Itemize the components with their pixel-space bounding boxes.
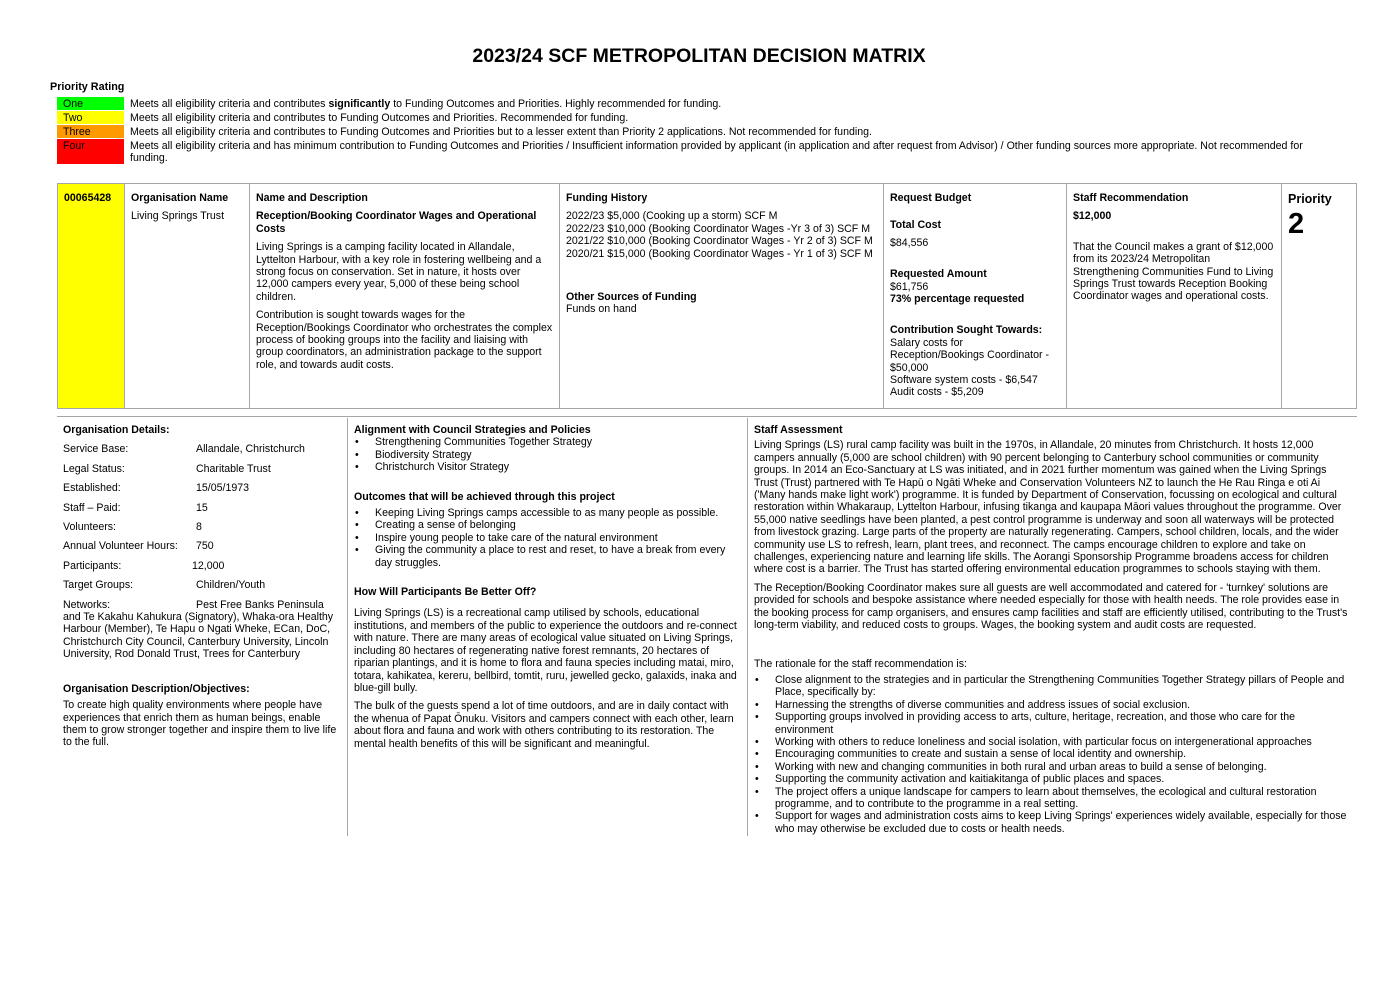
other-sources-header: Other Sources of Funding — [566, 291, 697, 304]
list-item: • Close alignment to the strategies and in particular the Strengthening Communities Together Strategy pillars of People and Place, specifically by: — [754, 674, 1351, 699]
priority-value: 2 — [1288, 208, 1305, 240]
list-item: • Working with new and changing communities in both rural and urban areas to build a sense of belonging. — [754, 761, 1351, 773]
priority-desc-emphasis: significantly — [328, 98, 391, 110]
staff-recommendation-header: Staff Recommendation — [1073, 192, 1189, 204]
organisation-details-panel — [57, 418, 348, 836]
project-cell — [250, 184, 560, 408]
funding-history-cell — [560, 184, 884, 408]
name-description-header: Name and Description — [256, 192, 368, 204]
priority-desc-two: Meets all eligibility criteria and contributes to Funding Outcomes and Priorities. Recommended for funding. — [130, 112, 629, 124]
requested-amount-value: $61,756 — [890, 280, 929, 293]
priority-swatch-three: Three — [57, 125, 124, 139]
organisation-description: To create high quality environments where people have experiences that enrich them as human beings, enable them to grow stronger together and inspire them to live life to the full. — [63, 699, 337, 749]
detail-value: 8 — [196, 521, 202, 534]
priority-row-one — [57, 97, 1317, 111]
list-item: • Support for wages and administration costs aims to keep Living Springs' experiences widely available, especially for those who may otherwise be excluded due to costs or health needs. — [754, 810, 1351, 835]
contribution-item: Software system costs - $6,547 — [890, 374, 1038, 387]
detail-label: Service Base: — [63, 443, 129, 456]
detail-label: Established: — [63, 482, 121, 495]
priority-desc-one — [124, 97, 1317, 111]
request-budget-cell — [884, 184, 1067, 408]
priority-swatch-two: Two — [57, 111, 124, 125]
total-cost-value: $84,556 — [890, 236, 929, 249]
percentage-requested: 73% percentage requested — [890, 293, 1025, 306]
rationale-intro: The rationale for the staff recommendation is: — [754, 657, 967, 670]
request-budget-header: Request Budget — [890, 192, 972, 204]
staff-assessment-heading: Staff Assessment — [754, 424, 843, 436]
section-divider — [57, 416, 1357, 417]
list-item: • Biodiversity Strategy — [354, 449, 741, 461]
detail-row-volunteers — [63, 521, 341, 533]
list-item: • Supporting the community activation and kaitiakitanga of public places and spaces. — [754, 773, 1351, 785]
funding-history-item: 2020/21 $15,000 (Booking Coordinator Wages - Yr 1 of 3) SCF M — [566, 247, 873, 260]
detail-row-legal-status — [63, 463, 341, 475]
detail-row-volunteer-hours — [63, 540, 341, 552]
rationale-list — [754, 674, 1351, 835]
list-item: • Harnessing the strengths of diverse communities and address issues of social exclusion. — [754, 699, 1351, 711]
contribution-item: Salary costs for Reception/Bookings Coordinator - $50,000 — [890, 336, 1049, 374]
list-item: • Inspire young people to take care of the natural environment — [354, 532, 741, 544]
detail-value: 15/05/1973 — [196, 482, 250, 495]
detail-label: Staff – Paid: — [63, 501, 121, 514]
requested-amount-label: Requested Amount — [890, 268, 987, 281]
priority-swatch-one: One — [57, 97, 124, 111]
detail-row-participants — [63, 560, 341, 572]
priority-desc-three: Meets all eligibility criteria and contributes to Funding Outcomes and Priorities but to a lesser extent than Priority 2 applications. Not recommended for funding. — [130, 126, 872, 138]
detail-label: Participants: — [63, 559, 122, 572]
list-item: • Supporting groups involved in providing access to arts, culture, heritage, recreation, and those who care for the environment — [754, 711, 1351, 736]
staff-assessment-paragraph: Living Springs (LS) rural camp facility was built in the 1970s, in Allandale, 20 minutes from Christchurch. It hosts 12,000 campers annually (5,000 are school children) with 90 percent belonging to Canterbury school communities or community groups. In 2014 an Eco-Sanctuary at LS was initiated, and in 2021 further momentum was gained when the Living Springs Trust (Trust) partnered with Te Hapū o Ngāti Wheke and Conservation Volunteers NZ to launch the He Rau Ringa e oti Ai ('Many hands make light work') programme. It is funded by Department of Conservation, focussing on ecological and cultural restoration within Whakaraup, Lyttelton Harbour, infusing tikanga and kaupapa Māori values throughout the programme. Over 55,000 native seedlings have been planted, a pest control programme is underway and soon all waterways will be protected from livestock grazing. Large parts of the property are naturally regenerating. Campers, school children, locals, and the wider community use LS to refresh, learn, plant trees, and reconnect. The camps encourage children to explore and take on challenges, experiencing nature and learning life skills. The Aorangi Sponsorship Programme broadens access for children where cost is a barrier. The Trust has started offering environmental education programmes to schools staying with them. — [754, 439, 1342, 576]
priority-rating-heading: Priority Rating — [50, 81, 125, 93]
list-item: • Strengthening Communities Together Strategy — [354, 436, 741, 448]
priority-row-two — [57, 111, 1317, 125]
detail-value: 750 — [196, 540, 214, 553]
detail-row-target-groups — [63, 579, 341, 591]
staff-recommendation-cell — [1067, 184, 1282, 408]
project-contribution-description: Contribution is sought towards wages for the Reception/Bookings Coordinator who orchestrates the complex process of booking groups into the facility and liaising with group coordinators, an administration package to the support role, and towards audit costs. — [256, 309, 553, 371]
application-id: 00065428 — [64, 192, 112, 204]
detail-row-service-base — [63, 443, 341, 455]
list-item: • Creating a sense of belonging — [354, 519, 741, 531]
priority-row-three — [57, 125, 1317, 139]
application-summary-table — [57, 183, 1357, 409]
better-off-paragraph: The bulk of the guests spend a lot of time outdoors, and are in daily contact with the whenua of Papat Ōnuku. Visitors and campers connect with each other, learn about flora and fauna and work with others contributing to its restoration. The mental health benefits of this will be significant and meaningful. — [354, 700, 734, 750]
funding-history-list — [566, 210, 877, 260]
contribution-item: Audit costs - $5,209 — [890, 386, 984, 399]
priority-header: Priority — [1288, 192, 1332, 206]
organisation-name-header: Organisation Name — [131, 192, 229, 204]
networks-label: Networks: — [63, 598, 111, 611]
application-id-cell — [58, 184, 125, 408]
priority-desc-four: Meets all eligibility criteria and has minimum contribution to Funding Outcomes and Priorities / Insufficient information provided by applicant (in application and after request from Advisor) / Other funding sources more appropriate. Not recommended for funding. — [130, 140, 1303, 165]
list-item: • Encouraging communities to create and sustain a sense of local identity and ownership. — [754, 748, 1351, 760]
priority-rating-legend — [57, 97, 1317, 165]
organisation-details-heading: Organisation Details: — [63, 424, 170, 436]
priority-cell — [1282, 184, 1356, 408]
contribution-label: Contribution Sought Towards: — [890, 324, 1043, 337]
funding-history-item: 2021/22 $10,000 (Booking Coordinator Wages - Yr 2 of 3) SCF M — [566, 235, 873, 248]
total-cost-label: Total Cost — [890, 219, 942, 232]
staff-assessment-panel — [748, 418, 1357, 836]
details-section — [57, 418, 1357, 836]
detail-label: Volunteers: — [63, 521, 117, 534]
list-item: • Keeping Living Springs camps accessible to as many people as possible. — [354, 507, 741, 519]
detail-row-established — [63, 482, 341, 494]
detail-value: 15 — [196, 501, 208, 514]
staff-assessment-paragraph: The Reception/Booking Coordinator makes sure all guests are well accommodated and catered for - 'turnkey' solutions are provided for schools and bespoke assistance where needed especially for those with health needs. The role provides ease in the booking process for camp organisers, and ensures camp facilities and staff are efficiently utilised, contributing to the Trust's long-term viability, and reduced costs to groups. Wages, the booking system and audit costs are requested. — [754, 581, 1348, 632]
organisation-name: Living Springs Trust — [131, 210, 225, 223]
page-title: 2023/24 SCF METROPOLITAN DECISION MATRIX — [472, 45, 926, 67]
priority-swatch-four: Four — [57, 139, 124, 165]
detail-label: Legal Status: — [63, 462, 125, 475]
outcomes-list — [354, 507, 741, 569]
alignment-heading: Alignment with Council Strategies and Policies — [354, 424, 591, 436]
funding-history-item: 2022/23 $10,000 (Booking Coordinator Wages -Yr 3 of 3) SCF M — [566, 222, 871, 235]
list-item: • Giving the community a place to rest and reset, to have a break from every day struggles. — [354, 544, 741, 569]
list-item: • Christchurch Visitor Strategy — [354, 461, 741, 473]
detail-value: Allandale, Christchurch — [196, 443, 305, 456]
list-item: • The project offers a unique landscape for campers to learn about themselves, the ecological and cultural restoration programme, and to contribute to the programme in a real setting. — [754, 786, 1351, 811]
funding-history-header: Funding History — [566, 192, 648, 204]
outcomes-heading: Outcomes that will be achieved through this project — [354, 490, 615, 503]
alignment-panel — [348, 418, 748, 836]
funding-history-item: 2022/23 $5,000 (Cooking up a storm) SCF M — [566, 210, 778, 223]
detail-label: Annual Volunteer Hours: — [63, 540, 178, 553]
detail-row-staff-paid — [63, 502, 341, 514]
staff-recommendation-amount: $12,000 — [1073, 210, 1112, 223]
list-item: • Working with others to reduce loneliness and social isolation, with particular focus on intergenerational approaches — [754, 736, 1351, 748]
project-description: Living Springs is a camping facility located in Allandale, Lyttelton Harbour, with a key role in fostering wellbeing and a strong focus on conservation. Set in nature, it hosts over 12,000 campers every year, 5,000 of these being school children. — [256, 241, 542, 303]
priority-row-four — [57, 139, 1317, 165]
strategy-list — [354, 436, 741, 473]
detail-value: Charitable Trust — [196, 462, 271, 475]
networks-value: Pest Free Banks Peninsula and Te Kakahu Kahukura (Signatory), Whaka-ora Healthy Harbour (Member), Te Hapu o Ngati Wheke, ECan, DoC, Christchurch City Council, Canterbury University, Lincoln University, Rod Donald Trust, Trees for Canterbury — [63, 598, 334, 661]
better-off-paragraph: Living Springs (LS) is a recreational camp utilised by schools, educational institutions, and members of the public to experience the outdoors and re-connect with nature. There are many areas of ecological value situated on Living Springs, including 80 hectares of regenerating native forest remnants, 20 hectares of riparian plantings, and it is home to flora and fauna species including matai, miro, totara, kahikatea, kereru, bellbird, tomtit, ruru, jewelled gecko, galaxids, inaka and blue-gill bully. — [354, 607, 737, 694]
project-name: Reception/Booking Coordinator Wages and Operational Costs — [256, 210, 537, 235]
detail-value: Children/Youth — [196, 579, 266, 592]
better-off-heading: How Will Participants Be Better Off? — [354, 586, 537, 599]
priority-desc-text: to Funding Outcomes and Priorities. Highly recommended for funding. — [390, 98, 722, 110]
organisation-cell — [125, 184, 250, 408]
priority-desc-text: Meets all eligibility criteria and contributes — [130, 98, 329, 110]
organisation-description-heading: Organisation Description/Objectives: — [63, 682, 250, 695]
detail-value: 12,000 — [192, 559, 225, 572]
networks — [63, 599, 341, 661]
detail-label: Target Groups: — [63, 579, 134, 592]
other-sources-value: Funds on hand — [566, 303, 637, 316]
staff-recommendation-text: That the Council makes a grant of $12,000 from its 2023/24 Metropolitan Strengthening Communities Fund to Living Springs Trust towards Reception Booking Coordinator wages and operational costs. — [1073, 240, 1274, 303]
